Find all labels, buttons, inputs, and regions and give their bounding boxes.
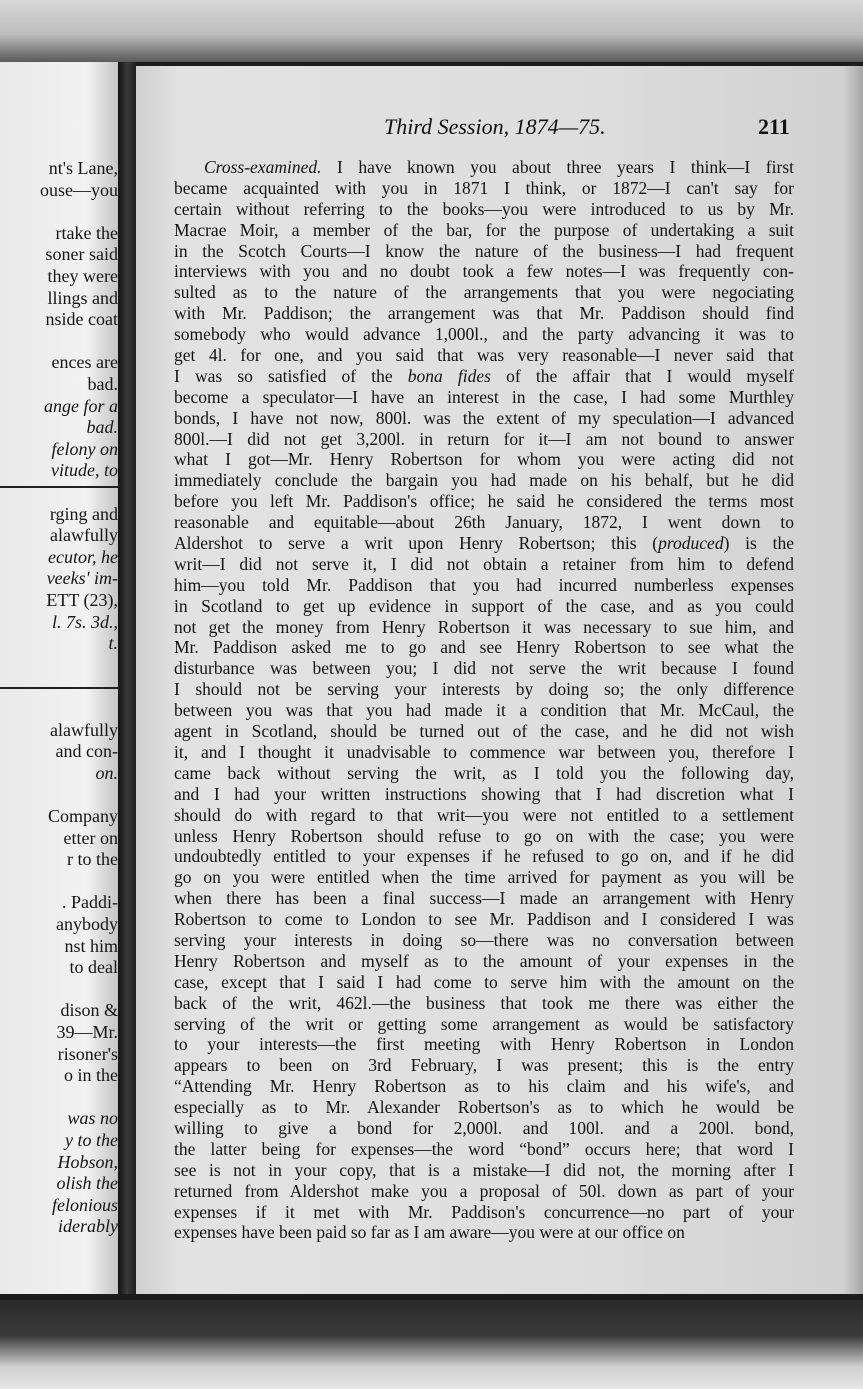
left-page-line: r to the xyxy=(67,849,118,870)
body-line-segment: Robertson to come to London to see Mr. Paddison and I considered I was xyxy=(174,909,794,930)
scan-top-background xyxy=(0,0,863,62)
left-page-line: ouse—you xyxy=(40,179,118,200)
body-line xyxy=(174,763,794,784)
body-line-segment: become a speculator—I have an interest in the case, I had some Murthley xyxy=(174,386,794,407)
body-line-segment: expenses if it met with Mr. Paddison's concurrence—no part of your xyxy=(174,1201,794,1222)
left-page-line: nt's Lane, xyxy=(48,158,118,178)
left-page-line: ecutor, he xyxy=(48,546,118,567)
body-line-segment: case, except that I said I had come to serve him with the amount on the xyxy=(174,971,794,992)
left-page-line: Company xyxy=(48,806,118,826)
body-line-segment: back of the writ, 462l.—the business that took me there was either the xyxy=(174,992,794,1013)
body-line-segment: the latter being for expenses—the word “bond” occurs here; that word I xyxy=(174,1138,794,1159)
left-page-line: rging and xyxy=(49,503,118,524)
body-line-segment: Henry Robertson and myself as to the amount of your expenses in the xyxy=(174,950,794,971)
body-line-segment: somebody who would advance 1,000l., and the party advancing it was to xyxy=(174,324,794,345)
left-page-line: veeks' im- xyxy=(46,568,118,589)
body-line xyxy=(174,533,794,554)
body-line-segment: bonds, I have not now, 800l. was the extent of my speculation—I advanced xyxy=(174,407,794,428)
body-line xyxy=(174,345,794,366)
body-line xyxy=(174,575,794,596)
body-line-segment: Cross-examined. xyxy=(204,157,322,177)
body-line-segment: agent in Scotland, should be turned out of the case, and he did not wish xyxy=(174,721,794,742)
body-line xyxy=(174,1034,794,1055)
body-line-segment: returned from Aldershot make you a proposal of 50l. down as part of your xyxy=(174,1180,794,1201)
body-line-segment: “Attending Mr. Henry Robertson as to his claim and his wife's, and xyxy=(174,1076,794,1097)
body-line xyxy=(174,387,794,408)
body-line xyxy=(174,512,794,533)
body-line xyxy=(174,1076,794,1097)
running-title: Third Session, 1874—75. xyxy=(384,114,606,139)
body-line-segment: writ—I did not serve it, I did not obtain a retainer from him to defend xyxy=(174,553,794,574)
left-page-line: Hobson, xyxy=(57,1151,118,1172)
body-line-segment: in the Scotch Courts—I know the nature of the business—I had frequent xyxy=(174,240,794,261)
body-line-segment: appears to been on 3rd February, I was present; this is the entry xyxy=(174,1055,794,1076)
body-line xyxy=(174,867,794,888)
left-page-line: vitude, to xyxy=(51,460,118,481)
body-line-segment: became acquainted with you in 1871 I think, or 1872—I can't say for xyxy=(174,177,794,198)
body-line-segment: go on you were entitled when the time arrived for payment as you will be xyxy=(174,867,794,888)
body-line-segment: reasonable and equitable—about 26th January, 1872, I went down to xyxy=(174,512,794,533)
body-line-segment: I have known you about three years I think—I first xyxy=(321,157,794,177)
left-page-line: alawfully xyxy=(50,719,118,740)
body-line xyxy=(174,220,794,241)
body-line xyxy=(174,909,794,930)
body-line xyxy=(174,637,794,658)
left-page-line: felony on xyxy=(51,438,118,459)
body-line-segment: disturbance was between you; I did not serve the writ because I found xyxy=(174,658,794,679)
body-line-segment: 800l.—I did not get 3,200l. in return for it—I am not bound to answer xyxy=(174,428,794,449)
body-line xyxy=(174,1097,794,1118)
left-page-line: y to the xyxy=(65,1130,118,1150)
left-page-line: was no xyxy=(67,1108,118,1129)
left-page-line: . Paddi- xyxy=(62,892,118,913)
body-line-segment: see is not in your copy, that is a mistake—I did not, the morning after I xyxy=(174,1159,794,1180)
body-line xyxy=(174,658,794,679)
body-line-segment: before you left Mr. Paddison's office; he said he considered the terms most xyxy=(174,491,794,512)
left-page-line: olish the xyxy=(56,1173,118,1194)
body-line xyxy=(174,846,794,867)
body-line-segment: certain without referring to the books—you were introduced to us by Mr. xyxy=(174,198,794,219)
body-line xyxy=(174,178,794,199)
left-page-line: 39—Mr. xyxy=(56,1022,118,1042)
body-line xyxy=(174,241,794,262)
page-header xyxy=(136,114,863,144)
body-line-segment: sulted as to the nature of the arrangements that you were negociating xyxy=(174,282,794,303)
body-line-segment: I was so satisfied of the xyxy=(174,365,408,386)
left-page-line: nside coat xyxy=(45,309,118,330)
left-page-line: o in the xyxy=(64,1065,118,1086)
left-page-line: and con- xyxy=(55,741,118,762)
left-page-line: they were xyxy=(47,266,118,286)
left-page-line: ETT (23), xyxy=(46,590,118,610)
body-line-segment: immediately conclude the bargain you had made on his behalf, but he did xyxy=(174,470,794,491)
body-line-segment: serving of the writ or getting some arrangement as would be satisfactory xyxy=(174,1013,794,1034)
left-page-line: anybody xyxy=(56,914,118,934)
body-line xyxy=(174,1181,794,1202)
left-page-line: to deal xyxy=(69,957,118,978)
body-line-segment: bona fides xyxy=(407,365,491,386)
left-page-line: on. xyxy=(95,762,118,783)
body-line xyxy=(174,888,794,909)
body-line-segment: him—you told Mr. Paddison that you had incurred numberless expenses xyxy=(174,574,794,595)
left-page-line: nst him xyxy=(64,935,118,956)
left-page-line: l. 7s. 3d., xyxy=(51,611,118,632)
body-line-segment: with Mr. Paddison; the arrangement was that Mr. Paddison should find xyxy=(174,303,794,324)
body-line xyxy=(174,199,794,220)
body-line xyxy=(174,1139,794,1160)
left-page-line: felonious xyxy=(52,1194,118,1215)
left-page-line: ences are xyxy=(51,352,118,373)
body-line xyxy=(174,742,794,763)
right-page xyxy=(136,66,863,1294)
body-line xyxy=(174,972,794,993)
body-line-segment: and I had your written instructions showing that I had discretion what I xyxy=(174,783,794,804)
body-line xyxy=(174,617,794,638)
body-line-segment: I should not be serving your interests by doing so; the only difference xyxy=(174,679,794,700)
left-page-line: llings and xyxy=(47,287,118,308)
body-line xyxy=(174,993,794,1014)
body-line xyxy=(174,784,794,805)
body-line-segment: Aldershot to serve a writ upon Henry Robertson; this ( xyxy=(174,533,659,554)
body-line xyxy=(174,1222,794,1243)
body-line-segment: especially as to Mr. Alexander Robertson's as to which he would be xyxy=(174,1097,794,1118)
body-line xyxy=(174,826,794,847)
page-number: 211 xyxy=(758,114,790,139)
body-line-segment: undoubtedly entitled to your expenses if he refused to go on, and if he did xyxy=(174,846,794,867)
scan-bottom-background xyxy=(0,1300,863,1389)
left-page-rule xyxy=(0,687,124,689)
body-line-segment: when there has been a final success—I made an arrangement with Henry xyxy=(174,888,794,909)
body-line-segment: what I got—Mr. Henry Robertson for whom you were acting did not xyxy=(174,449,794,470)
body-text xyxy=(174,157,794,1243)
left-page-line: ange for a xyxy=(44,395,118,416)
body-line xyxy=(174,700,794,721)
left-page-line: rtake the xyxy=(55,222,118,243)
body-line xyxy=(174,951,794,972)
body-line-segment: between you was that you had made it a condition that Mr. McCaul, the xyxy=(174,700,794,721)
left-page-line: dison & xyxy=(60,1000,118,1021)
body-line-segment: not get the money from Henry Robertson it was necessary to sue him, and xyxy=(174,616,794,637)
left-page-rule xyxy=(0,486,124,488)
body-line-segment: get 4l. for one, and you said that was very reasonable—I never said that xyxy=(174,345,794,366)
body-line xyxy=(174,679,794,700)
body-line xyxy=(174,721,794,742)
body-line-segment: Macrae Moir, a member of the bar, for the purpose of undertaking a suit xyxy=(174,219,794,240)
body-line xyxy=(174,1160,794,1181)
left-page-line: etter on xyxy=(63,827,118,848)
body-line xyxy=(174,366,794,387)
body-line-segment: it, and I thought it unadvisable to commence war between you, therefore I xyxy=(174,741,794,762)
body-line-segment: unless Henry Robertson should refuse to go on with the case; you were xyxy=(174,825,794,846)
body-line xyxy=(174,449,794,470)
body-line-segment: interviews with you and no doubt took a few notes—I was frequently con- xyxy=(174,261,794,282)
body-line xyxy=(174,408,794,429)
body-line xyxy=(174,554,794,575)
left-facing-page xyxy=(0,62,124,1294)
body-line xyxy=(174,930,794,951)
body-line-segment: came back without serving the writ, as I told you the following day, xyxy=(174,762,794,783)
body-line xyxy=(174,157,794,178)
body-line-segment: to your interests—the first meeting with Henry Robertson in London xyxy=(174,1034,794,1055)
body-line xyxy=(174,596,794,617)
body-line-segment: of the affair that I would myself xyxy=(490,365,794,386)
body-line-segment: produced xyxy=(658,533,724,554)
body-line xyxy=(174,491,794,512)
body-line-segment: ) is the xyxy=(723,533,795,554)
left-page-line: alawfully xyxy=(50,525,118,546)
body-line xyxy=(174,470,794,491)
body-line-segment: serving your interests in doing so—there was no conversation between xyxy=(174,929,794,950)
body-line xyxy=(174,324,794,345)
body-line-segment: expenses have been paid so far as I am aware—you were at our office on xyxy=(174,1222,685,1243)
body-line xyxy=(174,805,794,826)
body-line-segment: in Scotland to get up evidence in support of the case, and as you could xyxy=(174,595,794,616)
body-line xyxy=(174,1055,794,1076)
body-line xyxy=(174,429,794,450)
body-line xyxy=(174,261,794,282)
body-line-segment: Mr. Paddison asked me to go and see Henry Robertson to see what the xyxy=(174,637,794,658)
body-line xyxy=(174,1014,794,1035)
left-page-line: soner said xyxy=(45,244,118,265)
left-page-line: bad. xyxy=(87,374,118,394)
body-line xyxy=(174,1202,794,1223)
body-line xyxy=(174,282,794,303)
left-page-line: iderably xyxy=(58,1216,118,1237)
book-gutter xyxy=(118,62,136,1294)
left-page-line: risoner's xyxy=(57,1043,118,1064)
body-line xyxy=(174,1118,794,1139)
body-line xyxy=(174,303,794,324)
page-edge-shadow xyxy=(843,66,863,1294)
body-line-segment: willing to give a bond for 2,000l. and 100l. and a 200l. bond, xyxy=(174,1117,794,1138)
left-page-line: t. xyxy=(108,633,118,654)
body-line-segment: should do with regard to that writ—you were not entitled to a settlement xyxy=(174,804,794,825)
left-page-line: bad. xyxy=(86,417,118,438)
